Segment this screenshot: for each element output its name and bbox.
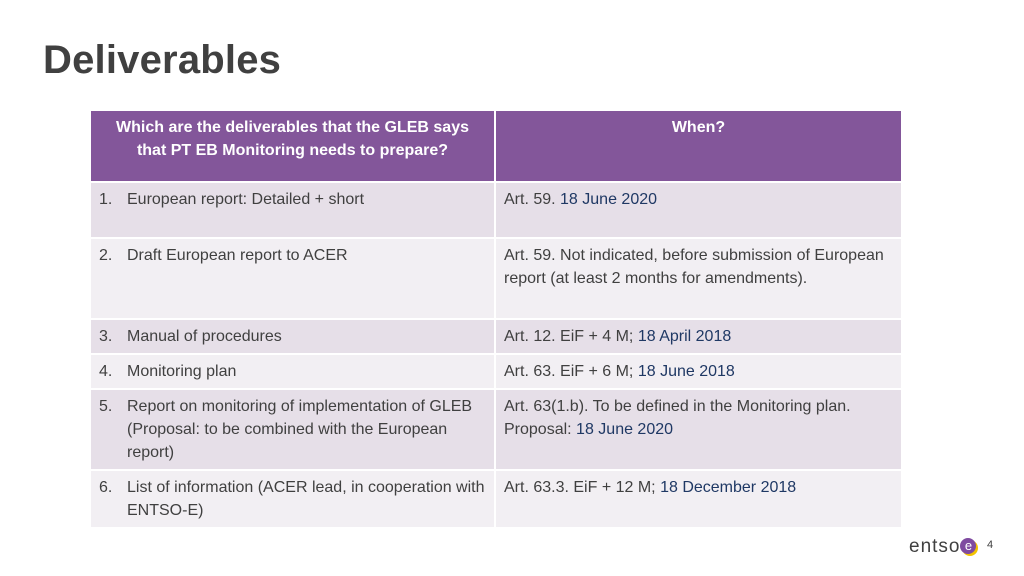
when-date: 18 June 2018 [637, 363, 735, 380]
item-text: European report: Detailed + short [127, 191, 365, 208]
deliverable-cell [91, 354, 495, 389]
item-text: Report on monitoring of implementation of GLEB (Proposal: to be combined with the European report) [127, 398, 473, 461]
deliverable-cell [91, 389, 495, 470]
when-text: Art. 63(1.b). To be defined in the Monitoring plan. Proposal: [504, 398, 851, 438]
table-row [91, 182, 901, 238]
when-text: Art. 12. EiF + 4 M; [504, 328, 634, 345]
when-cell [495, 470, 901, 528]
when-cell [495, 238, 901, 319]
deliverable-cell [91, 182, 495, 238]
header-when: When? [495, 111, 901, 182]
when-text: Art. 63. EiF + 6 M; [504, 363, 634, 380]
when-date: 18 December 2018 [660, 479, 797, 496]
item-number: 3. [99, 328, 113, 345]
when-cell [495, 389, 901, 470]
item-number: 5. [99, 398, 113, 415]
item-number: 2. [99, 247, 113, 264]
header-deliverables: Which are the deliverables that the GLEB says that PT EB Monitoring needs to prepare? [91, 111, 495, 182]
when-text: Art. 59. [504, 191, 556, 208]
deliverable-cell [91, 238, 495, 319]
table-row [91, 354, 901, 389]
logo-e-icon: e [960, 538, 976, 554]
page-title: Deliverables [43, 38, 282, 82]
deliverable-cell [91, 319, 495, 354]
item-number: 1. [99, 191, 113, 208]
item-text: List of information (ACER lead, in cooperation with ENTSO-E) [127, 479, 485, 519]
item-text: Manual of procedures [127, 328, 282, 345]
when-text: Art. 59. Not indicated, before submission of European report (at least 2 months for amendments). [504, 247, 884, 287]
when-date: 18 June 2020 [576, 421, 674, 438]
item-text: Draft European report to ACER [127, 247, 348, 264]
when-date: 18 June 2020 [560, 191, 658, 208]
deliverable-cell [91, 470, 495, 528]
item-number: 4. [99, 363, 113, 380]
table-row [91, 319, 901, 354]
table-row [91, 238, 901, 319]
when-cell [495, 354, 901, 389]
when-cell [495, 182, 901, 238]
when-text: Art. 63.3. EiF + 12 M; [504, 479, 656, 496]
entsoe-logo [909, 536, 976, 558]
table-header-row [91, 111, 901, 182]
table-row [91, 389, 901, 470]
when-cell [495, 319, 901, 354]
item-text: Monitoring plan [127, 363, 237, 380]
deliverables-table [91, 111, 901, 529]
page-number: 4 [987, 539, 994, 551]
logo-text: entso [909, 536, 961, 557]
when-date: 18 April 2018 [637, 328, 732, 345]
item-number: 6. [99, 479, 113, 496]
table-row [91, 470, 901, 528]
